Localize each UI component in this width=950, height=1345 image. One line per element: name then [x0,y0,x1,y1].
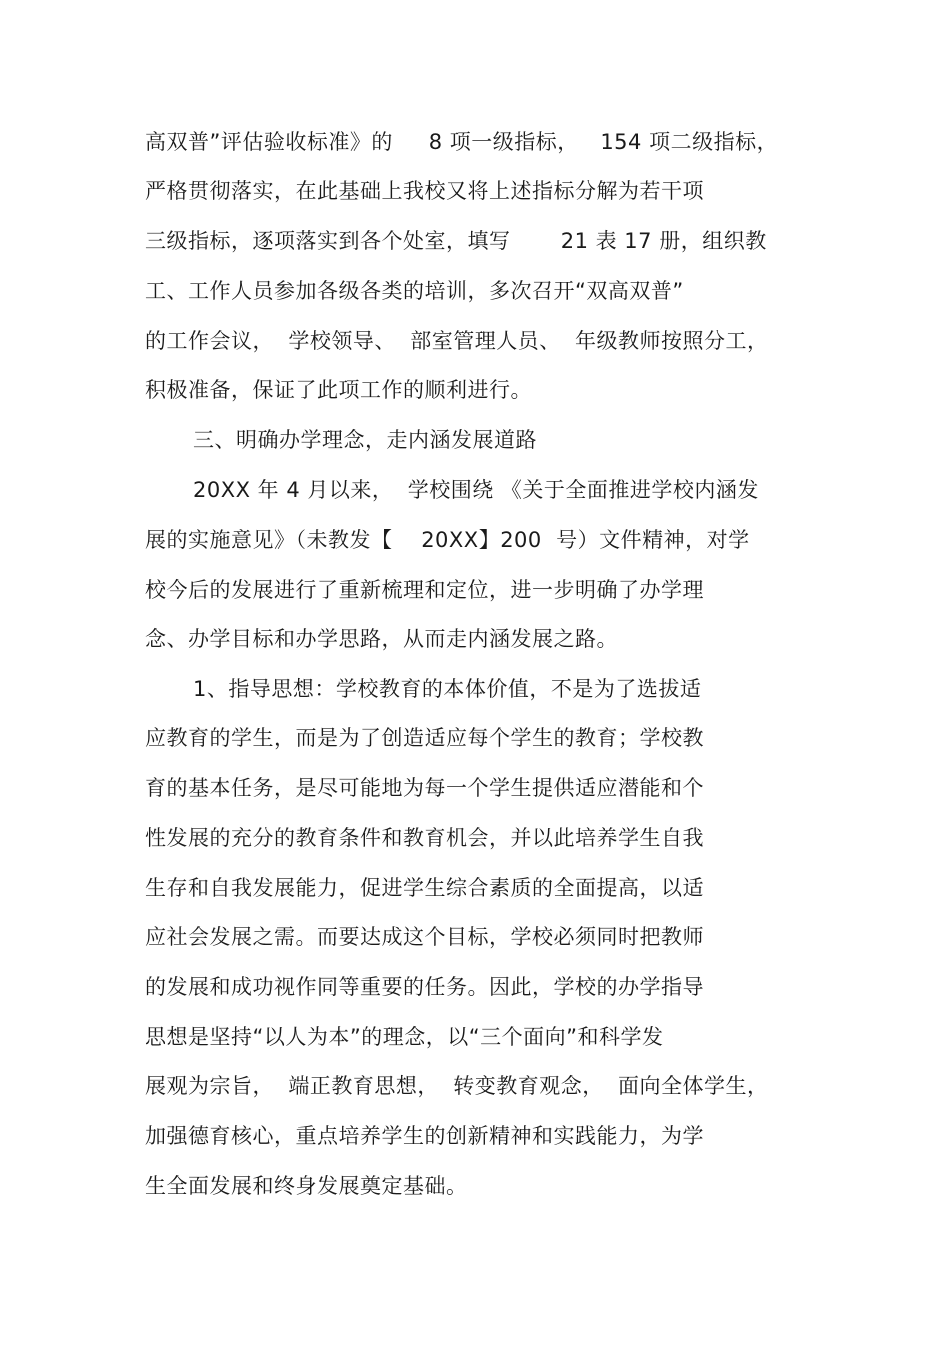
text-line: 的工作会议， 学校领导、 部室管理人员、 年级教师按照分工， [145,329,769,353]
text-line: 三级指标，逐项落实到各个处室，填写 21 表 17 册，组织教 [145,229,767,253]
text-line: 展的实施意见》（未教发【 20XX】200 号）文件精神，对学 [145,528,750,552]
text-line: 高双普”评估验收标准》的 8 项一级指标， 154 项二级指标， [145,130,779,154]
text-line: 生存和自我发展能力，促进学生综合素质的全面提高，以适 [145,876,704,900]
text-line: 展观为宗旨， 端正教育思想， 转变教育观念， 面向全体学生， [145,1074,769,1098]
text-line: 严格贯彻落实，在此基础上我校又将上述指标分解为若干项 [145,179,704,203]
text-line: 应教育的学生，而是为了创造适应每个学生的教育；学校教 [145,726,704,750]
paragraph-first-line: 1、指导思想：学校教育的本体价值，不是为了选拔适 [193,677,702,701]
text-line: 生全面发展和终身发展奠定基础。 [145,1174,468,1198]
text-line: 校今后的发展进行了重新梳理和定位，进一步明确了办学理 [145,578,704,602]
text-line: 思想是坚持“以人为本”的理念，以“三个面向”和科学发 [145,1025,664,1049]
text-line: 工、工作人员参加各级各类的培训，多次召开“双高双普” [145,279,684,303]
text-line: 应社会发展之需。而要达成这个目标，学校必须同时把教师 [145,925,704,949]
paragraph-first-line: 20XX 年 4 月以来， 学校围绕 《关于全面推进学校内涵发 [193,478,759,502]
text-line: 积极准备，保证了此项工作的顺利进行。 [145,378,532,402]
text-line: 念、办学目标和办学思路，从而走内涵发展之路。 [145,627,618,651]
section-heading: 三、明确办学理念，走内涵发展道路 [193,428,537,452]
text-line: 加强德育核心，重点培养学生的创新精神和实践能力，为学 [145,1124,704,1148]
text-line: 的发展和成功视作同等重要的任务。因此，学校的办学指导 [145,975,704,999]
text-line: 育的基本任务，是尽可能地为每一个学生提供适应潜能和个 [145,776,704,800]
text-line: 性发展的充分的教育条件和教育机会，并以此培养学生自我 [145,826,704,850]
